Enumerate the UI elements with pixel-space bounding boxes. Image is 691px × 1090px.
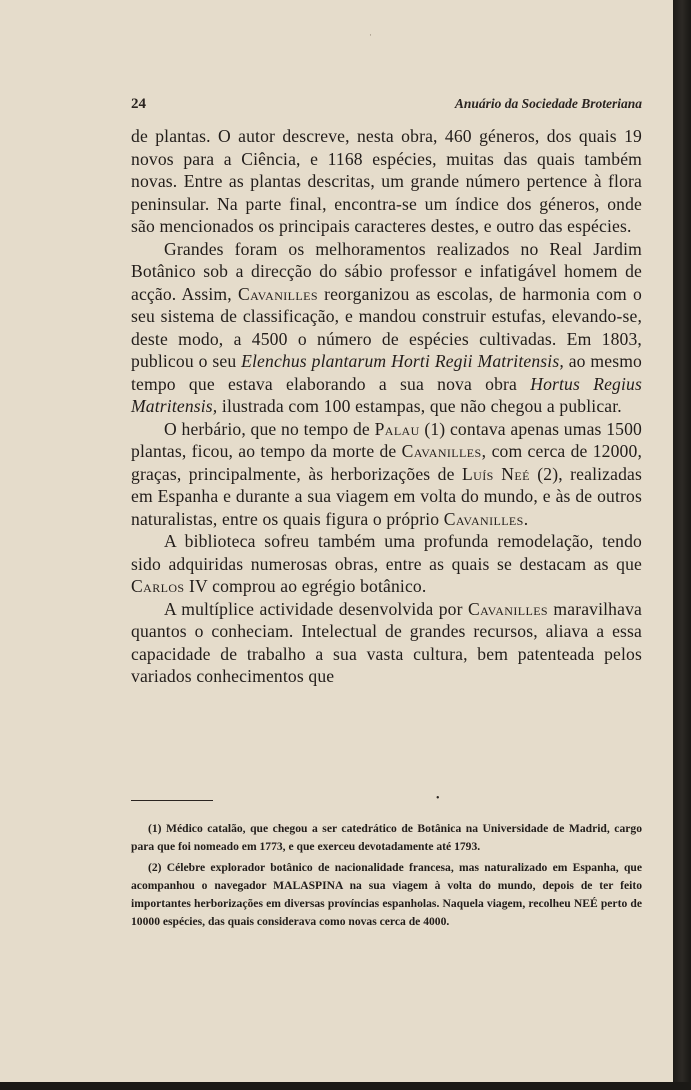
- name-small-caps: Carlos: [131, 576, 185, 596]
- text-run: maravilhava quantos o conheciam. Intelectual de grandes recursos, aliava a essa capacidade de trabalho a sua vasta cultura, bem patenteada pelos variados conhecimentos que: [131, 598, 642, 686]
- text-run: A multíplice actividade desenvolvida por: [164, 598, 469, 619]
- page-bottom-edge: [0, 1082, 691, 1090]
- text-run: Grandes foram os melhoramentos realizados no Real Jardim Botânico sob a direcção do sábio professor e infatigável homem de acção. Assim,: [131, 238, 642, 304]
- footnotes: [131, 820, 642, 931]
- ornament-mark: •: [436, 793, 440, 804]
- book-spine: [673, 0, 691, 1090]
- text-run: reorganizou as escolas, de harmonia com o seu sistema de classificação, e mandou construir estufas, elevando-se, deste modo, a 4500 o número de espécies cultivadas. Em 1803, publicou o seu: [131, 283, 642, 371]
- paper-speck: ·: [369, 30, 372, 40]
- name-small-caps: Cavanilles.: [443, 508, 529, 529]
- paragraph: [131, 598, 642, 688]
- text-run: ilustrada com 100 estampas, que não chegou a publicar.: [217, 396, 622, 416]
- page-number: 24: [131, 96, 146, 112]
- title-italic: Elenchus plantarum Horti Regii Matritensis,: [241, 351, 564, 371]
- paragraph: [131, 418, 642, 531]
- name-small-caps: Cavanilles,: [401, 441, 487, 461]
- text-run: O herbário, que no tempo de: [164, 418, 375, 439]
- text-run: (1) contava apenas umas 1500 plantas, ficou, ao tempo da morte de: [131, 418, 642, 461]
- text-run: IV comprou ao egrégio botânico.: [184, 576, 427, 596]
- name-small-caps: Cavanilles: [468, 598, 548, 619]
- text-run: A biblioteca sofreu também uma profunda remodelação, tendo sido adquiridas numerosas obras, entre as quais se destacam as que: [131, 531, 642, 574]
- name-small-caps: Palau: [374, 418, 420, 439]
- text-run: de plantas. O autor descreve, nesta obra, 460 géneros, dos quais 19 novos para a Ciência, e 1168 espécies, muitas das quais também novas. Entre as plantas descritas, um grande número pertence à flora peninsular. Na parte final, encontra-se um índice dos géneros, onde são mencionados os principais caracteres destes, e outro das espécies.: [131, 126, 642, 236]
- running-title: Anuário da Sociedade Broteriana: [454, 96, 642, 111]
- footnote-rule: [131, 800, 213, 801]
- text-run: com cerca de 12000, graças, principalmente, às herborizações de: [131, 441, 643, 484]
- footnote-1: (1) Médico catalão, que chegou a ser catedrático de Botânica na Universidade de Madrid, cargo para que foi nomeado em 1773, e que exerceu devotadamente até 1793.: [131, 822, 642, 853]
- paragraph: [131, 238, 642, 418]
- name-small-caps: Luís Neé: [461, 463, 530, 484]
- page-header: [131, 96, 642, 113]
- name-small-caps: Cavanilles: [237, 283, 318, 304]
- text-run: (2), realizadas em Espanha e durante a sua viagem em volta do mundo, e às de outros naturalistas, entre os quais figura o próprio: [131, 463, 642, 529]
- footnote-2: (2) Célebre explorador botânico de nacionalidade francesa, mas naturalizado em Espanha, que acompanhou o navegador MALASPINA na sua viagem à volta do mundo, depois de ter feito importantes herborizações em diversas províncias espanholas. Naquela viagem, recolheu NEÉ perto de 10000 espécies, das quais considerava como novas cerca de 4000.: [131, 861, 642, 928]
- paragraph: [131, 125, 642, 238]
- title-italic: Hortus Regius Matritensis,: [131, 373, 642, 416]
- body-text: [131, 125, 642, 688]
- paragraph: [131, 530, 642, 598]
- text-run: ao mesmo tempo que estava elaborando a sua nova obra: [131, 351, 643, 394]
